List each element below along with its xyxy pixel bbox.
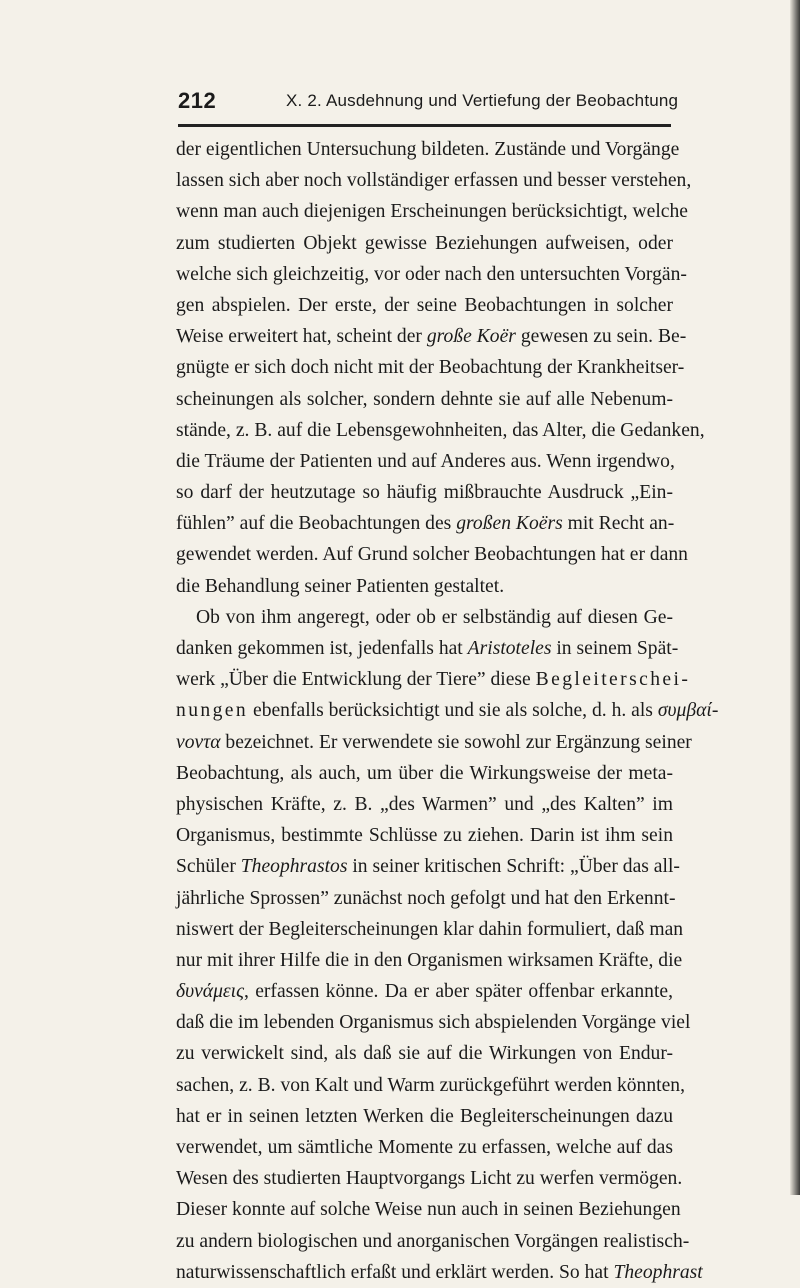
italic-text: συμβαί- bbox=[657, 700, 719, 722]
italic-text: Theophrast bbox=[613, 1261, 703, 1283]
text-line bbox=[176, 883, 676, 914]
running-title: X. 2. Ausdehnung und Vertiefung der Beobachtung bbox=[286, 91, 679, 110]
text-line bbox=[176, 384, 673, 415]
text-segment: gewendet werden. Auf Grund solcher Beobachtungen hat er dann bbox=[176, 544, 688, 566]
text-line bbox=[176, 228, 673, 259]
text-line bbox=[176, 508, 673, 539]
text-segment: stände, z. B. auf die Lebensgewohnheiten, das Alter, die Gedanken, bbox=[176, 419, 705, 441]
text-segment: sachen, z. B. von Kalt und Warm zurückgeführt werden könnten, bbox=[176, 1074, 685, 1096]
text-line bbox=[176, 976, 673, 1007]
text-segment: die Träume der Patienten und auf Anderes aus. Wenn irgendwo, bbox=[176, 450, 675, 472]
text-line bbox=[176, 321, 687, 352]
text-segment: danken gekommen ist, jedenfalls hat bbox=[176, 638, 468, 659]
text-segment: welche sich gleichzeitig, vor oder nach den untersuchten Vorgän- bbox=[176, 263, 687, 285]
body-text bbox=[176, 134, 719, 1288]
text-segment: lassen sich aber noch vollständiger erfassen und besser verstehen, bbox=[176, 170, 692, 192]
text-segment: physischen Kräfte, z. B. „des Warmen” und „des Kalten” im bbox=[176, 793, 673, 815]
text-line bbox=[176, 165, 692, 196]
text-line bbox=[176, 727, 692, 758]
running-header bbox=[178, 88, 679, 122]
text-line bbox=[176, 196, 688, 227]
text-line bbox=[176, 695, 719, 726]
text-segment: scheinungen als solcher, sondern dehnte sie auf alle Nebenum- bbox=[176, 388, 673, 410]
text-line bbox=[176, 945, 683, 976]
text-line bbox=[176, 446, 673, 477]
italic-text: Aristoteles bbox=[467, 638, 552, 659]
text-line bbox=[176, 1226, 690, 1257]
text-line bbox=[176, 789, 673, 820]
text-line bbox=[176, 290, 673, 321]
text-segment: hat er in seinen letzten Werken die Begleiterscheinungen dazu bbox=[176, 1105, 673, 1127]
text-segment: verwendet, um sämtliche Momente zu erfassen, welche auf das bbox=[176, 1137, 673, 1158]
text-segment: Organismus, bestimmte Schlüsse zu ziehen. Darin ist ihm sein bbox=[176, 825, 673, 847]
italic-text: δυνάμεις bbox=[176, 981, 245, 1003]
text-line bbox=[176, 1101, 673, 1132]
text-segment: , erfassen könne. Da er aber später offenbar erkannte, bbox=[244, 981, 673, 1003]
text-segment: Ob von ihm angeregt, oder ob er selbständig auf diesen Ge- bbox=[196, 606, 673, 628]
text-segment: nur mit ihrer Hilfe die in den Organismen wirksamen Kräfte, die bbox=[176, 949, 683, 971]
text-line bbox=[176, 1132, 673, 1163]
text-segment: zum studierten Objekt gewisse Beziehungen aufweisen, oder bbox=[176, 232, 673, 254]
text-segment: zu verwickelt sind, als daß sie auf die Wirkungen von Endur- bbox=[176, 1043, 673, 1065]
text-segment: so darf der heutzutage so häufig mißbrauchte Ausdruck „Ein- bbox=[176, 482, 673, 504]
text-line bbox=[176, 851, 680, 882]
text-segment: daß die im lebenden Organismus sich abspielenden Vorgänge viel bbox=[176, 1012, 691, 1034]
text-segment: naturwissenschaftlich erfaßt und erklärt werden. So hat bbox=[176, 1261, 614, 1283]
text-line bbox=[176, 134, 680, 165]
text-segment: gnügte er sich doch nicht mit der Beobachtung der Krankheitser- bbox=[176, 357, 685, 379]
header-rule bbox=[178, 124, 671, 127]
text-line bbox=[176, 1257, 703, 1288]
spaced-text: Begleiterschei- bbox=[535, 669, 691, 691]
text-line bbox=[176, 539, 688, 570]
text-line bbox=[176, 352, 685, 383]
text-line bbox=[176, 415, 705, 446]
page-number: 212 bbox=[178, 88, 217, 113]
italic-text: großen Koërs bbox=[456, 513, 563, 535]
text-line bbox=[176, 259, 687, 290]
text-segment: Weise erweitert hat, scheint der bbox=[176, 326, 427, 348]
text-segment: gen abspielen. Der erste, der seine Beobachtungen in solcher bbox=[176, 294, 673, 316]
text-line bbox=[176, 1007, 691, 1038]
text-line bbox=[176, 820, 673, 851]
text-line bbox=[176, 758, 673, 789]
text-segment: ebenfalls berücksichtigt und sie als solche, d. h. als bbox=[248, 700, 658, 722]
text-line bbox=[176, 477, 673, 508]
text-segment: werk „Über die Entwicklung der Tiere” diese bbox=[176, 669, 536, 691]
text-segment: mit Recht an- bbox=[562, 513, 675, 535]
text-segment: in seiner kritischen Schrift: „Über das all- bbox=[347, 856, 680, 878]
text-line bbox=[176, 602, 673, 633]
text-segment: wenn man auch diejenigen Erscheinungen berücksichtigt, welche bbox=[176, 201, 688, 223]
text-segment: in seinem Spät- bbox=[551, 638, 679, 659]
text-line bbox=[176, 1070, 685, 1101]
text-line bbox=[176, 664, 691, 695]
text-line bbox=[176, 914, 684, 945]
italic-text: νοντα bbox=[176, 731, 221, 753]
text-segment: zu andern biologischen und anorganischen Vorgängen realistisch- bbox=[176, 1230, 690, 1252]
text-segment: gewesen zu sein. Be- bbox=[515, 326, 687, 348]
text-line bbox=[176, 1163, 683, 1194]
text-line bbox=[176, 633, 679, 664]
text-segment: niswert der Begleiterscheinungen klar dahin formuliert, daß man bbox=[176, 918, 684, 940]
text-line bbox=[176, 1038, 673, 1069]
text-line bbox=[176, 1194, 681, 1225]
text-line bbox=[176, 571, 673, 602]
page-edge-shadow bbox=[790, 0, 800, 1195]
italic-text: große Koër bbox=[426, 326, 516, 348]
text-segment: Dieser konnte auf solche Weise nun auch in seinen Beziehungen bbox=[176, 1199, 681, 1221]
text-segment: fühlen” auf die Beobachtungen des bbox=[176, 513, 457, 535]
spaced-text: nungen bbox=[176, 700, 249, 722]
text-segment: Schüler bbox=[176, 856, 241, 878]
italic-text: Theophrastos bbox=[240, 856, 348, 878]
text-segment: der eigentlichen Untersuchung bildeten. Zustände und Vorgänge bbox=[176, 139, 680, 160]
text-segment: die Behandlung seiner Patienten gestaltet. bbox=[176, 575, 505, 597]
text-segment: bezeichnet. Er verwendete sie sowohl zur Ergänzung seiner bbox=[220, 731, 692, 753]
text-segment: Wesen des studierten Hauptvorgangs Licht zu werfen vermögen. bbox=[176, 1168, 683, 1190]
text-segment: jährliche Sprossen” zunächst noch gefolgt und hat den Erkennt- bbox=[176, 887, 676, 909]
text-segment: Beobachtung, als auch, um über die Wirkungsweise der meta- bbox=[176, 762, 673, 784]
